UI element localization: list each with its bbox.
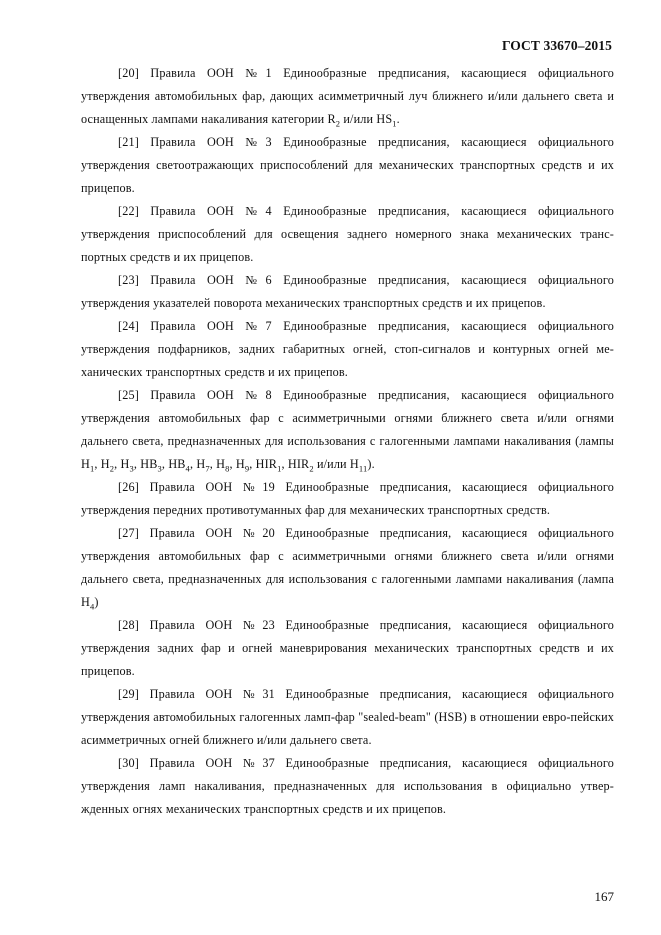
reference-subscript: 11 xyxy=(358,463,368,474)
reference-text: Правила ООН №31 Единообразные предписания, касающиеся официального утверждения автомобильных галогенных ламп-фар "sealed-beam" (HSB) в отношении евро-пейских асимметричных огней ближнего и/или дальнего света. xyxy=(81,687,614,747)
reference-text: Правила ООН №1 Единообразные предписания, касающиеся официального утверждения автомобильных фар, дающих асимметричный луч ближнего и/или дальнего света и оснащенных лампами накаливания категории R xyxy=(81,66,614,126)
reference-entry xyxy=(81,131,614,200)
reference-subscript: 9 xyxy=(244,463,250,474)
reference-text: , H xyxy=(114,457,130,471)
reference-entry xyxy=(81,476,614,522)
reference-subscript: 1 xyxy=(277,463,282,474)
reference-subscript: 3 xyxy=(157,463,162,474)
reference-entry xyxy=(81,269,614,315)
reference-subscript: 2 xyxy=(309,463,314,474)
reference-number: [20] xyxy=(118,66,139,80)
reference-number: [23] xyxy=(118,273,139,287)
reference-text: . xyxy=(396,112,400,126)
reference-number: [29] xyxy=(118,687,139,701)
reference-subscript: 1 xyxy=(89,463,95,474)
reference-text: Правила ООН №7 Единообразные предписания, касающиеся официального утверждения подфарников, задних габаритных огней, стоп-сигналов и контурных огней ме-ханических транспортных средств и их прицепов. xyxy=(81,319,614,379)
reference-text: и/или H xyxy=(313,457,359,471)
reference-text: ). xyxy=(367,457,375,471)
reference-text: , H xyxy=(189,457,206,471)
reference-number: [22] xyxy=(118,204,139,218)
reference-number: [30] xyxy=(118,756,139,770)
reference-number: [24] xyxy=(118,319,139,333)
reference-entry xyxy=(81,614,614,683)
reference-text: , HIR xyxy=(249,457,278,471)
reference-text: , H xyxy=(209,457,226,471)
reference-text: Правила ООН №8 Единообразные предписания, касающиеся официального утверждения автомобильных фар с асимметричными огнями ближнего света и/или огнями дальнего света, предназначенных для использования с галогенными лампами накаливания (лампы H xyxy=(81,388,614,471)
reference-text: Правила ООН №4 Единообразные предписания, касающиеся официального утверждения приспособлений для освещения заднего номерного знака механических транс-портных средств и их прицепов. xyxy=(81,204,614,264)
reference-subscript: 8 xyxy=(225,463,230,474)
reference-text: Правила ООН №37 Единообразные предписания, касающиеся официального утверждения ламп накаливания, предназначенных для использования в официально утвер-жденных огнях механических транспортных средств и их прицепов. xyxy=(81,756,614,816)
reference-subscript: 2 xyxy=(109,463,115,474)
reference-number: [25] xyxy=(118,388,139,402)
reference-number: [26] xyxy=(118,480,139,494)
reference-entry xyxy=(81,683,614,752)
reference-text: Правила ООН №19 Единообразные предписания, касающиеся официального утверждения передних противотуманных фар для механических транспортных средств. xyxy=(81,480,614,517)
reference-text: Правила ООН №3 Единообразные предписания, касающиеся официального утверждения светоотражающих приспособлений для механических транспортных средств и их прицепов. xyxy=(81,135,614,195)
page-number: 167 xyxy=(594,889,614,904)
reference-text: Правила ООН №20 Единообразные предписания, касающиеся официального утверждения автомобильных фар с асимметричными огнями ближнего света и/или огнями дальнего света, предназначенных для использования с галогенными лампами накаливания (лампа H xyxy=(81,526,614,609)
reference-entry xyxy=(81,62,614,131)
reference-entry xyxy=(81,200,614,269)
reference-number: [21] xyxy=(118,135,139,149)
reference-list xyxy=(81,62,614,821)
reference-text: Правила ООН №23 Единообразные предписания, касающиеся официального утверждения задних фар и огней маневрирования механических транспортных средств и их прицепов. xyxy=(81,618,614,678)
reference-subscript: 3 xyxy=(129,463,134,474)
reference-subscript: 4 xyxy=(185,463,190,474)
reference-text: ) xyxy=(94,595,99,609)
reference-entry xyxy=(81,522,614,614)
reference-entry xyxy=(81,752,614,821)
reference-number: [28] xyxy=(118,618,139,632)
reference-text: , HB xyxy=(161,457,186,471)
reference-subscript: 7 xyxy=(205,463,210,474)
reference-number: [27] xyxy=(118,526,139,540)
reference-subscript: 4 xyxy=(89,601,95,612)
document-code: ГОСТ 33670–2015 xyxy=(501,38,612,53)
reference-entry xyxy=(81,384,614,476)
reference-subscript: 1 xyxy=(392,118,397,129)
reference-entry xyxy=(81,315,614,384)
reference-text: и/или HS xyxy=(340,112,393,126)
reference-text: , H xyxy=(94,457,110,471)
reference-text: , HIR xyxy=(281,457,310,471)
reference-text: , H xyxy=(229,457,245,471)
reference-text: Правила ООН №6 Единообразные предписания, касающиеся официального утверждения указателей поворота механических транспортных средств и их прицепов. xyxy=(81,273,614,310)
reference-subscript: 2 xyxy=(335,118,341,129)
reference-text: , HB xyxy=(133,457,158,471)
